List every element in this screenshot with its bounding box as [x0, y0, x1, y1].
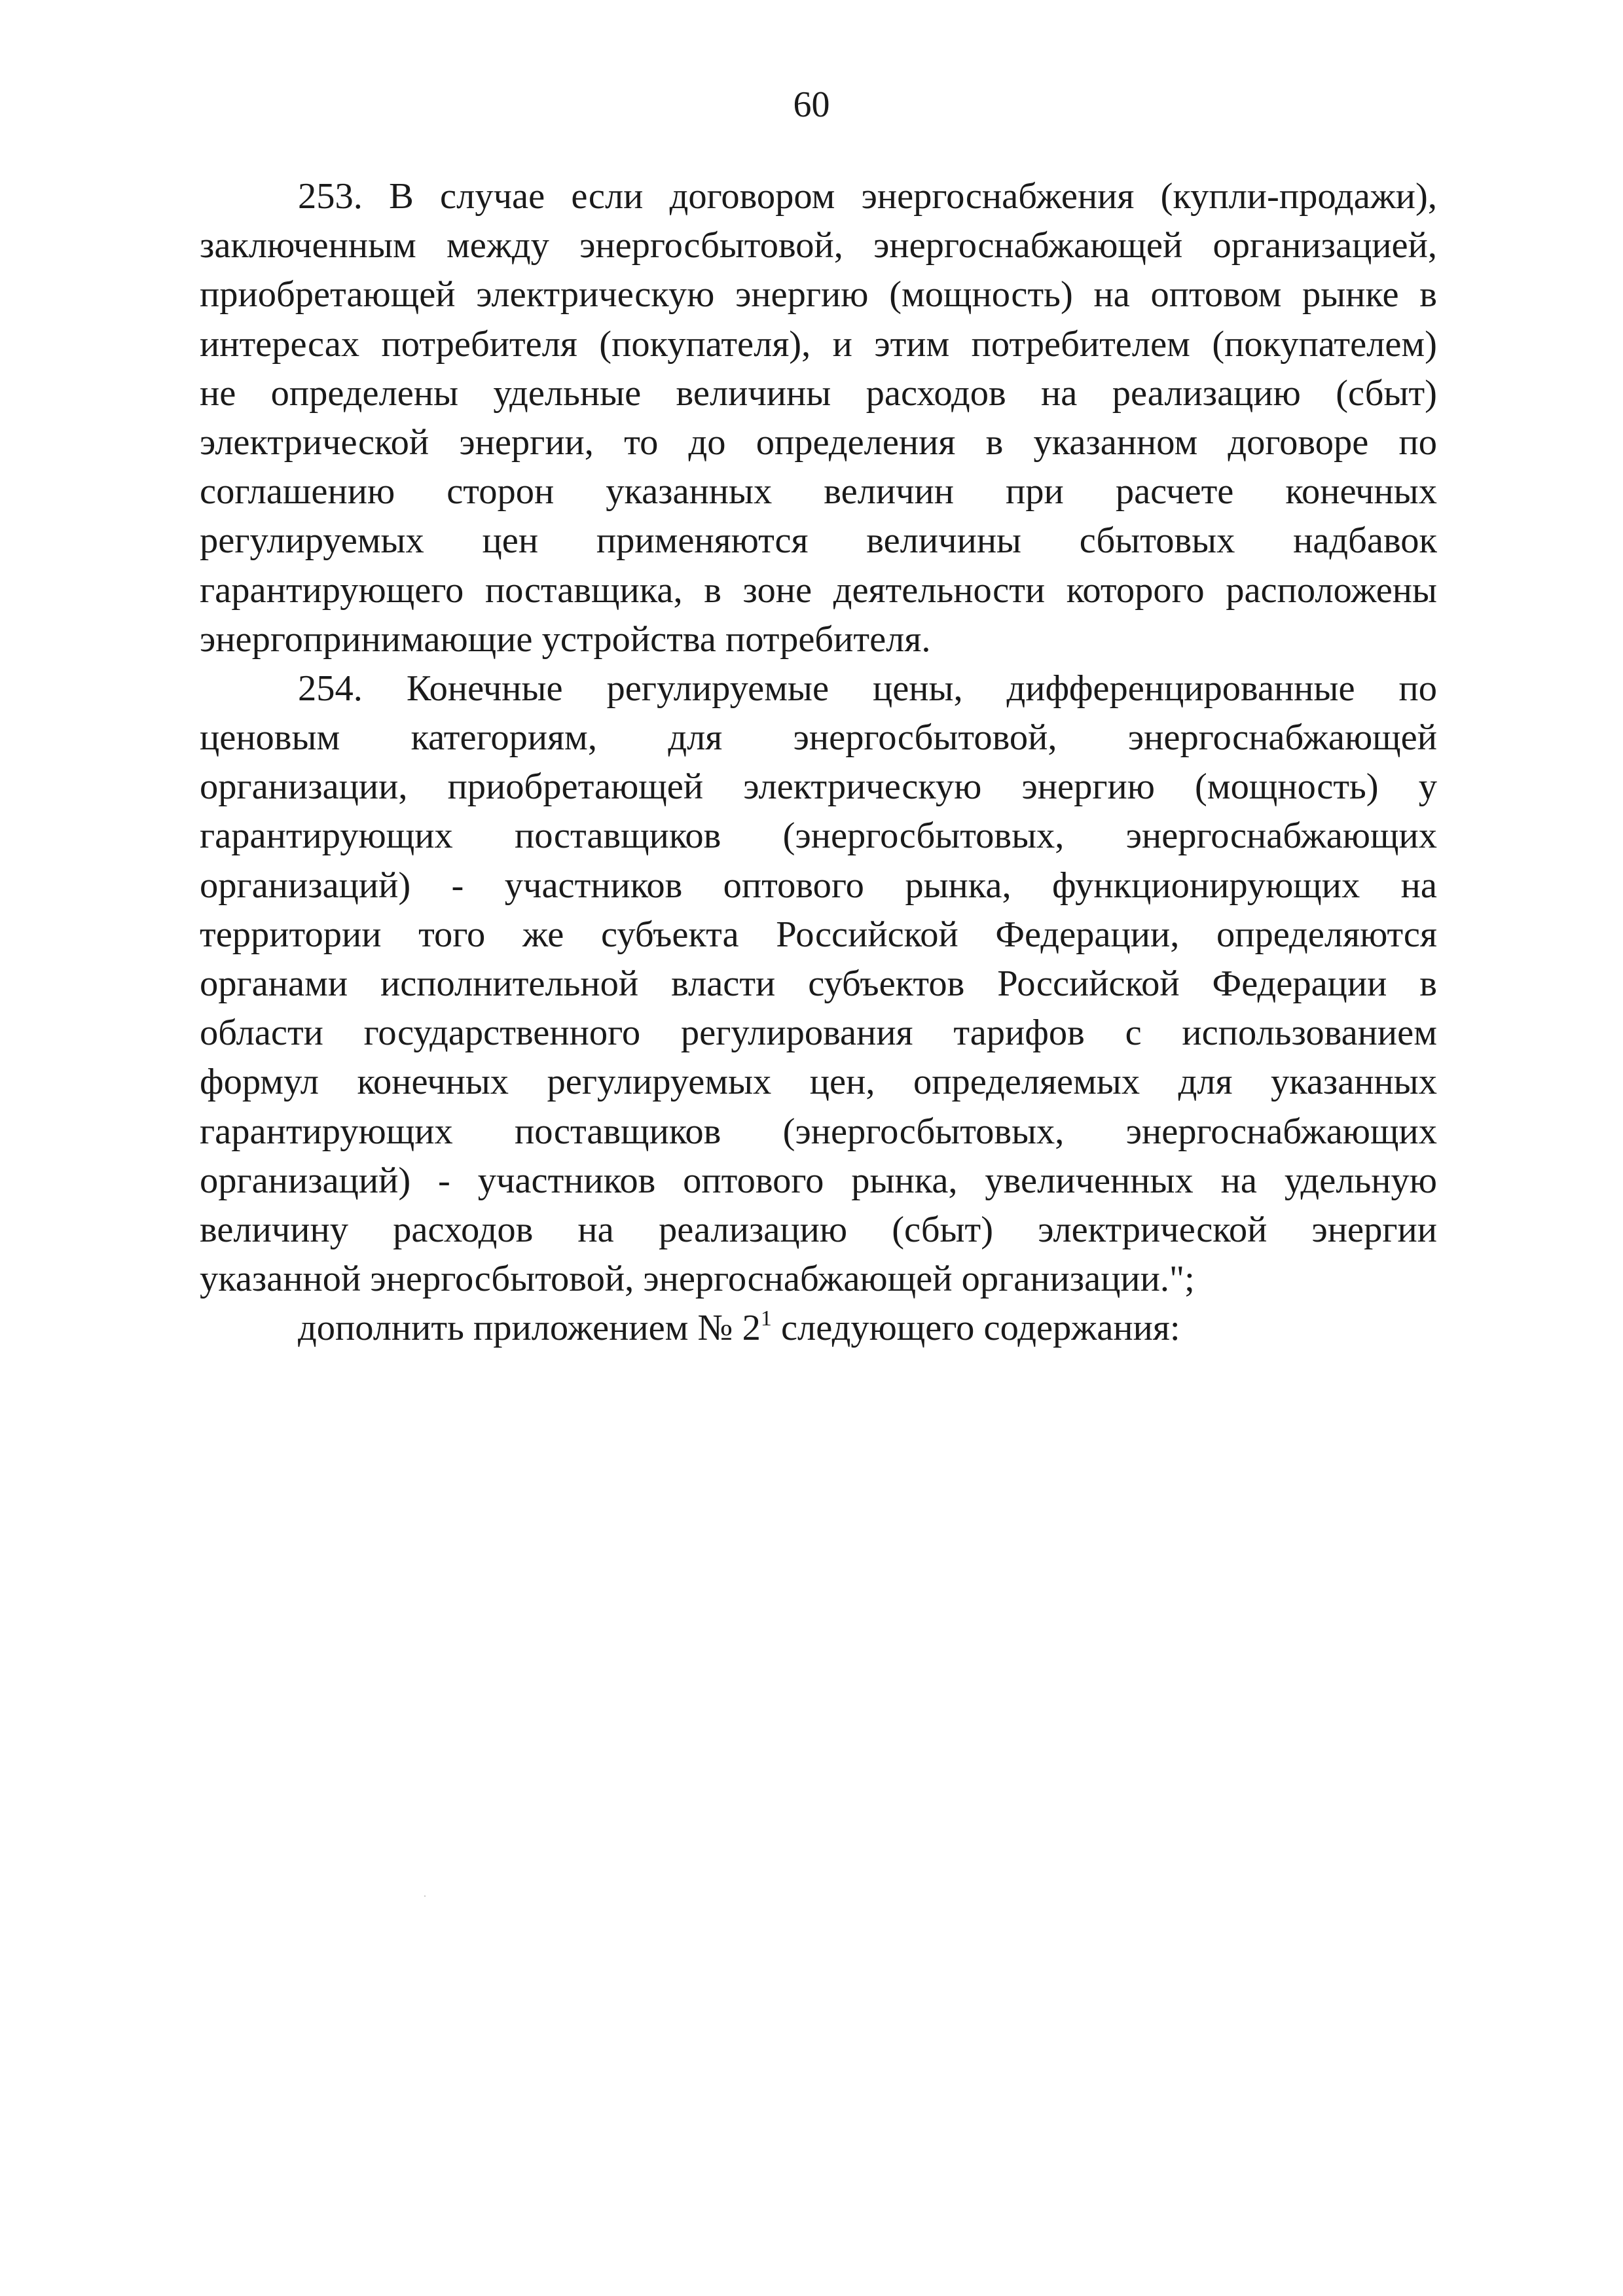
- page-number: 60: [793, 84, 830, 125]
- paragraph-254: [200, 664, 1437, 1304]
- text-line: заключенным между энергосбытовой, энергоснабжающей организацией,: [200, 225, 1437, 266]
- text-line: приобретающей электрическую энергию (мощность) на оптовом рынке в: [200, 274, 1437, 315]
- text-line: регулируемых цен применяются величины сбытовых надбавок: [200, 520, 1437, 562]
- text-line: ценовым категориям, для энергосбытовой, энергоснабжающей: [200, 717, 1437, 759]
- text-line: энергопринимающие устройства потребителя.: [200, 619, 931, 660]
- scan-speck: [424, 1895, 426, 1897]
- text-line: величину расходов на реализацию (сбыт) электрической энергии: [200, 1209, 1437, 1250]
- closing-text-end: следующего содержания:: [771, 1308, 1180, 1349]
- appendix-superscript: 1: [760, 1306, 772, 1331]
- text-line: не определены удельные величины расходов на реализацию (сбыт): [200, 372, 1437, 414]
- text-line: гарантирующих поставщиков (энергосбытовых, энергоснабжающих: [200, 816, 1437, 857]
- text-line: указанной энергосбытовой, энергоснабжающей организации.";: [200, 1259, 1195, 1300]
- closing-line: [200, 1304, 1437, 1353]
- text-line: соглашению сторон указанных величин при расчете конечных: [200, 471, 1437, 512]
- text-line: организаций) - участников оптового рынка, увеличенных на удельную: [200, 1160, 1437, 1201]
- text-line: организаций) - участников оптового рынка, функционирующих на: [200, 865, 1437, 906]
- text-line: 254. Конечные регулируемые цены, дифференцированные по: [298, 668, 1437, 709]
- text-line: области государственного регулирования тарифов с использованием: [200, 1013, 1437, 1054]
- text-line: интересах потребителя (покупателя), и этим потребителем (покупателем): [200, 323, 1437, 365]
- paragraph-253: [200, 172, 1437, 664]
- text-line: формул конечных регулируемых цен, определяемых для указанных: [200, 1062, 1437, 1103]
- text-line: гарантирующего поставщика, в зоне деятельности которого расположены: [200, 569, 1437, 611]
- text-line: 253. В случае если договором энергоснабжения (купли-продажи),: [298, 176, 1437, 217]
- closing-paragraph: [200, 1304, 1437, 1353]
- text-line: органами исполнительной власти субъектов Российской Федерации в: [200, 963, 1437, 1004]
- closing-text: дополнить приложением № 2: [298, 1308, 761, 1349]
- document-body: [200, 172, 1437, 1354]
- text-line: гарантирующих поставщиков (энергосбытовых, энергоснабжающих: [200, 1111, 1437, 1152]
- text-line: электрической энергии, то до определения в указанном договоре по: [200, 422, 1437, 463]
- text-line: территории того же субъекта Российской Федерации, определяются: [200, 914, 1437, 955]
- text-line: организации, приобретающей электрическую энергию (мощность) у: [200, 766, 1437, 808]
